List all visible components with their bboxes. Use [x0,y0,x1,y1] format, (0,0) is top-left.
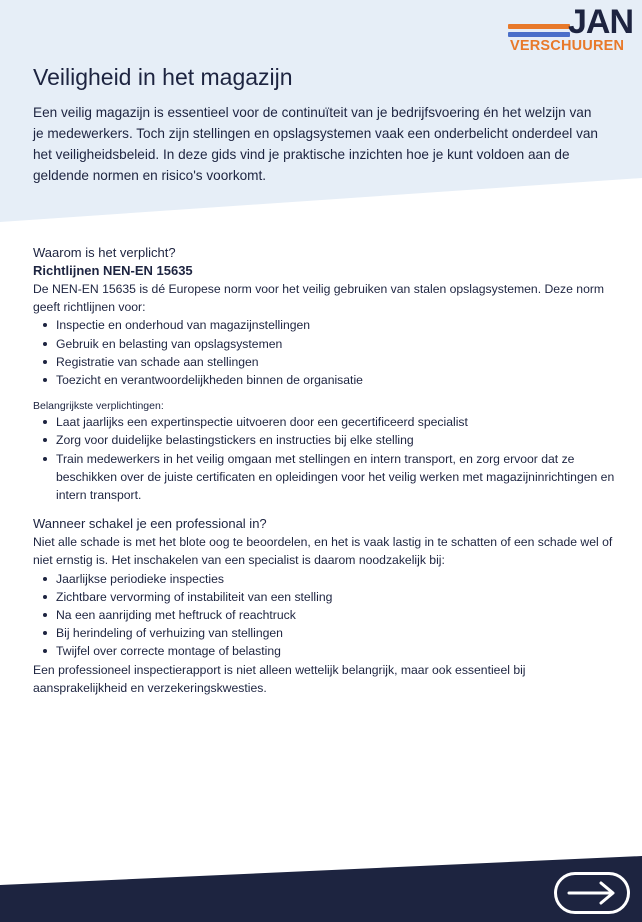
list-item: Zichtbare vervorming of instabiliteit van een stelling [56,588,623,606]
list-item: Twijfel over correcte montage of belasting [56,642,623,660]
list-item: Registratie van schade aan stellingen [56,353,623,371]
section-heading-why: Waarom is het verplicht? [33,245,176,260]
list-item: Toezicht en verantwoordelijkheden binnen de organisatie [56,371,623,389]
list-item: Laat jaarlijks een expertinspectie uitvoeren door een gecertificeerd specialist [56,413,623,431]
section-subheading-norm: Richtlijnen NEN-EN 15635 [33,263,193,278]
list-item: Jaarlijkse periodieke inspecties [56,570,623,588]
list-item: Na een aanrijding met heftruck of reachtruck [56,606,623,624]
footer-band [0,850,642,922]
arrow-right-icon[interactable] [554,872,630,914]
closing-paragraph: Een professioneel inspectierapport is niet alleen wettelijk belangrijk, maar ook essentieel bij aansprakelijkheid en verzekeringskwesties. [33,662,526,695]
professional-description: Niet alle schade is met het blote oog te beoordelen, en het is vaak lastig in te schatten of een schade wel of niet ernstig is. Het inschakelen van een specialist is daarom noodzakelijk bij: [33,535,613,568]
logo-wordmark-jan: JAN [568,3,634,41]
list-item: Bij herindeling of verhuizing van stellingen [56,624,623,642]
main-content [33,244,623,697]
obligations-list [33,413,623,504]
norm-guidelines-list [33,316,623,389]
obligations-heading: Belangrijkste verplichtingen: [33,400,164,413]
section-heading-professional: Wanneer schakel je een professional in? [33,516,267,532]
logo-wordmark-verschuuren: VERSCHUUREN [510,38,625,54]
brand-logo [508,3,634,54]
intro-paragraph: Een veilig magazijn is essentieel voor de continuïteit van je bedrijfsvoering én het welzijn van je medewerkers. Toch zijn stellingen en opslagsystemen vaak een onderbelicht onderdeel van het veiligheidsbeleid. In deze gids vind je praktische inzichten hoe je kunt voldoen aan de geldende normen en risico's voorkomt. [33,105,598,183]
list-item: Zorg voor duidelijke belastingstickers en instructies bij elke stelling [56,431,623,449]
logo-stripe-blue [508,32,570,37]
norm-description: De NEN-EN 15635 is dé Europese norm voor het veilig gebruiken van stalen opslagsystemen. Deze norm geeft richtlijnen voor: [33,282,605,315]
professional-cases-list [33,570,623,661]
list-item: Gebruik en belasting van opslagsystemen [56,335,623,353]
page-title: Veiligheid in het magazijn [33,64,293,90]
logo-stripe-orange [508,24,570,29]
list-item: Train medewerkers in het veilig omgaan met stellingen en intern transport, en zorg ervoor dat ze beschikken over de juiste certificaten en opleidingen voor het veilig werken met magazijninrichtingen en intern transport. [56,450,623,505]
list-item: Inspectie en onderhoud van magazijnstellingen [56,316,623,334]
